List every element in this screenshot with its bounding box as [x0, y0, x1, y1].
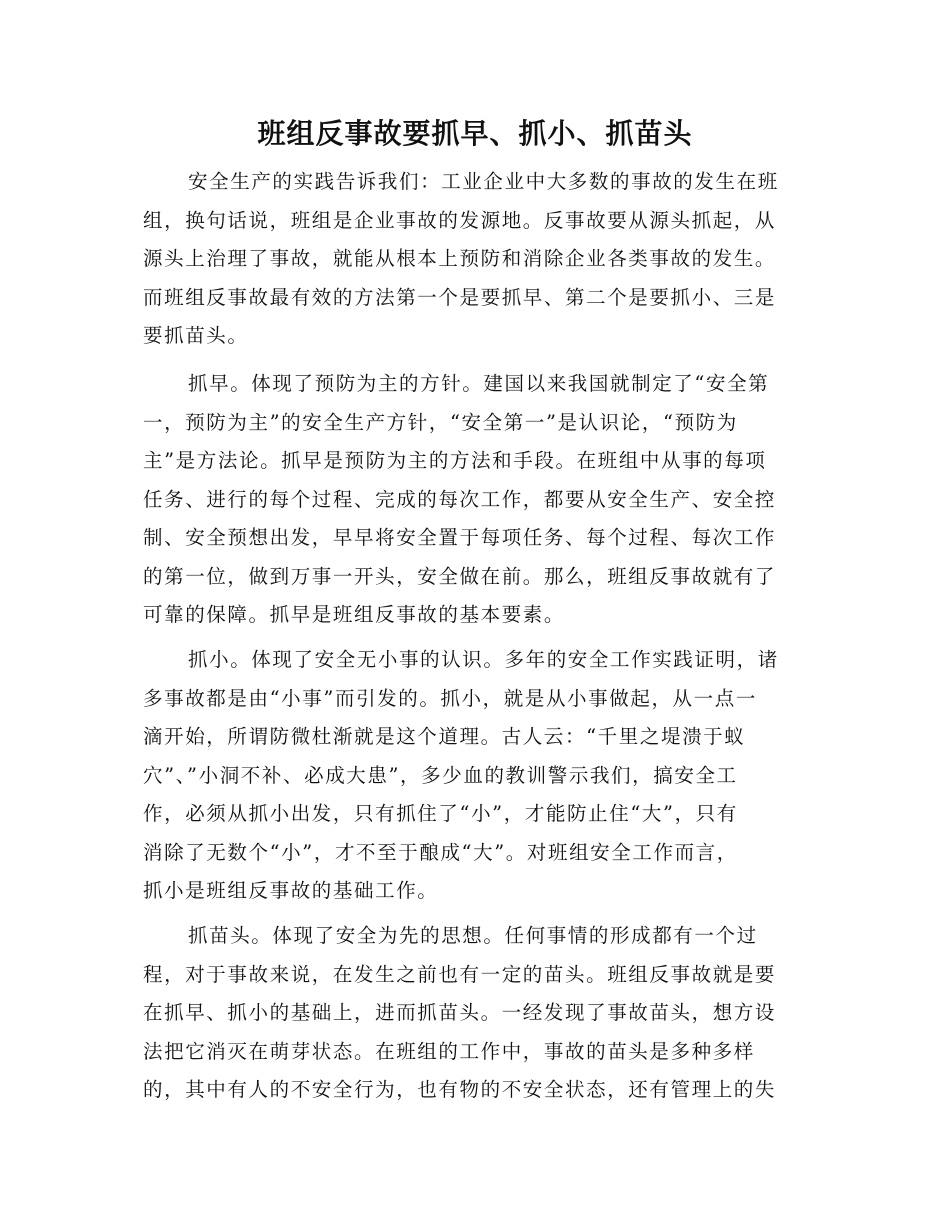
- paragraph-line: 安全生产的实践告诉我们：工业企业中大多数的事故的发生在班: [188, 170, 779, 193]
- paragraph-small: [143, 641, 793, 911]
- paragraph-line: 一，预防为主”的安全生产方针，“安全第一”是认识论，“预防为: [143, 410, 738, 434]
- paragraph-line: 作，必须从抓小出发，只有抓住了“小”，才能防止住“大”，只有: [143, 802, 738, 825]
- paragraph-line: 组，换句话说，班组是企业事故的发源地。反事故要从源头抓起，从: [143, 208, 777, 232]
- paragraph-line: 在抓早、抓小的基础上，进而抓苗头。一经发现了事故苗头，想方设: [143, 1001, 777, 1024]
- paragraph-sprout: [143, 917, 793, 1110]
- paragraph-line: 穴”、”小洞不补、必成大患”，多少血的教训警示我们，搞安全工: [143, 763, 738, 787]
- paragraph-line: 消除了无数个“小”，才不至于酿成“大”。对班组安全工作而言，: [143, 840, 738, 864]
- paragraph-line: 法把它消灭在萌芽状态。在班组的工作中，事故的苗头是多种多样: [143, 1039, 755, 1063]
- paragraph-line: 可靠的保障。抓早是班组反事故的基本要素。: [143, 603, 566, 626]
- paragraph-line: 抓早。体现了预防为主的方针。建国以来我国就制定了“安全第: [188, 372, 770, 395]
- paragraph-line: 源头上治理了事故，就能从根本上预防和消除企业各类事故的发生。: [143, 247, 777, 270]
- paragraph-line: 抓小是班组反事故的基础工作。: [143, 879, 439, 902]
- paragraph-intro: [143, 163, 793, 356]
- paragraph-line: 主”是方法论。抓早是预防为主的方法和手段。在班组中从事的每项: [143, 449, 767, 472]
- paragraph-line: 任务、进行的每个过程、完成的每次工作，都要从安全生产、安全控: [143, 487, 777, 511]
- paragraph-line: 的第一位，做到万事一开头，安全做在前。那么，班组反事故就有了: [143, 564, 777, 588]
- paragraph-line: 而班组反事故最有效的方法第一个是要抓早、第二个是要抓小、三是: [143, 285, 777, 309]
- paragraph-line: 抓苗头。体现了安全为先的思想。任何事情的形成都有一个过: [188, 924, 758, 947]
- paragraph-line: 滴开始，所谓防微杜渐就是这个道理。古人云：“千里之堤溃于蚁: [143, 725, 746, 748]
- paragraph-line: 抓小。体现了安全无小事的认识。多年的安全工作实践证明，诸: [188, 648, 779, 671]
- paragraph-line: 制、安全预想出发，早早将安全置于每项任务、每个过程、每次工作: [143, 526, 777, 549]
- paragraph-line: 的，其中有人的不安全行为，也有物的不安全状态，还有管理上的失: [143, 1078, 777, 1101]
- paragraph-early: [143, 365, 793, 635]
- paragraph-line: 多事故都是由“小事”而引发的。抓小，就是从小事做起，从一点一: [143, 686, 757, 710]
- document-title: 班组反事故要抓早、抓小、抓苗头: [257, 117, 693, 150]
- paragraph-line: 程，对于事故来说，在发生之前也有一定的苗头。班组反事故就是要: [143, 962, 777, 986]
- paragraph-line: 要抓苗头。: [143, 324, 249, 347]
